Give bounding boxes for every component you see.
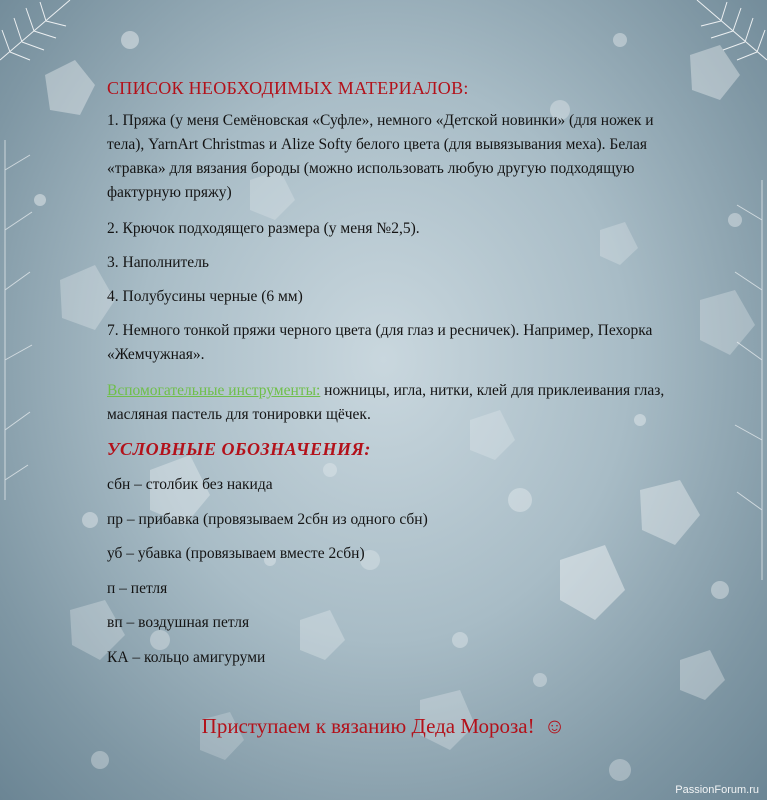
smiley-icon: ☺ [543, 714, 566, 738]
tools-paragraph [107, 379, 687, 427]
legend-item-pr: пр – прибавка (провязываем 2сбн из одного сбн) [107, 510, 428, 528]
legend-item-sbn: сбн – столбик без накида [107, 476, 273, 493]
legend-item-vp: вп – воздушная петля [107, 614, 250, 631]
materials-heading: СПИСОК НЕОБХОДИМЫХ МАТЕРИАЛОВ: [107, 78, 469, 98]
material-item-hook: 2. Крючок подходящего размера (у меня №2,5). [107, 220, 420, 237]
pine-branch-top-right [687, 0, 767, 80]
document-body [107, 78, 687, 681]
closing-text: Приступаем к вязанию Деда Мороза! [201, 714, 535, 738]
material-item-yarn: 1. Пряжа (у меня Семёновская «Суфле», немного «Детской новинки» (для ножек и тела), YarnArt Christmas и Alize Softy белого цвета (для вывязывания меха). Белая «травка» для вязания бороды (можно использовать любую другую подходящую фактурную пряжу) [107, 112, 654, 201]
tools-text: ножницы, игла, нитки, клей для приклеивания глаз, масляная пастель для тонировки щёчек. [107, 382, 665, 423]
material-item-black-yarn: 7. Немного тонкой пряжи черного цвета (для глаз и ресничек). Например, Пехорка «Жемчужная». [107, 322, 653, 363]
tools-link[interactable]: Вспомогательные инструменты: [107, 382, 321, 399]
legend-item-ka: КА – кольцо амигуруми [107, 648, 266, 666]
legend-item-ub: уб – убавка (провязываем вместе 2сбн) [107, 545, 365, 562]
pine-branch-left [0, 140, 40, 500]
pine-branch-right [727, 180, 767, 580]
legend-heading: УСЛОВНЫЕ ОБОЗНАЧЕНИЯ: [107, 439, 371, 459]
material-item-beads: 4. Полубусины черные (6 мм) [107, 288, 303, 305]
legend-item-p: п – петля [107, 579, 168, 597]
material-item-filler: 3. Наполнитель [107, 254, 209, 271]
watermark: PassionForum.ru [675, 784, 759, 796]
closing-line [0, 714, 767, 739]
pine-branch-top-left [0, 0, 80, 80]
